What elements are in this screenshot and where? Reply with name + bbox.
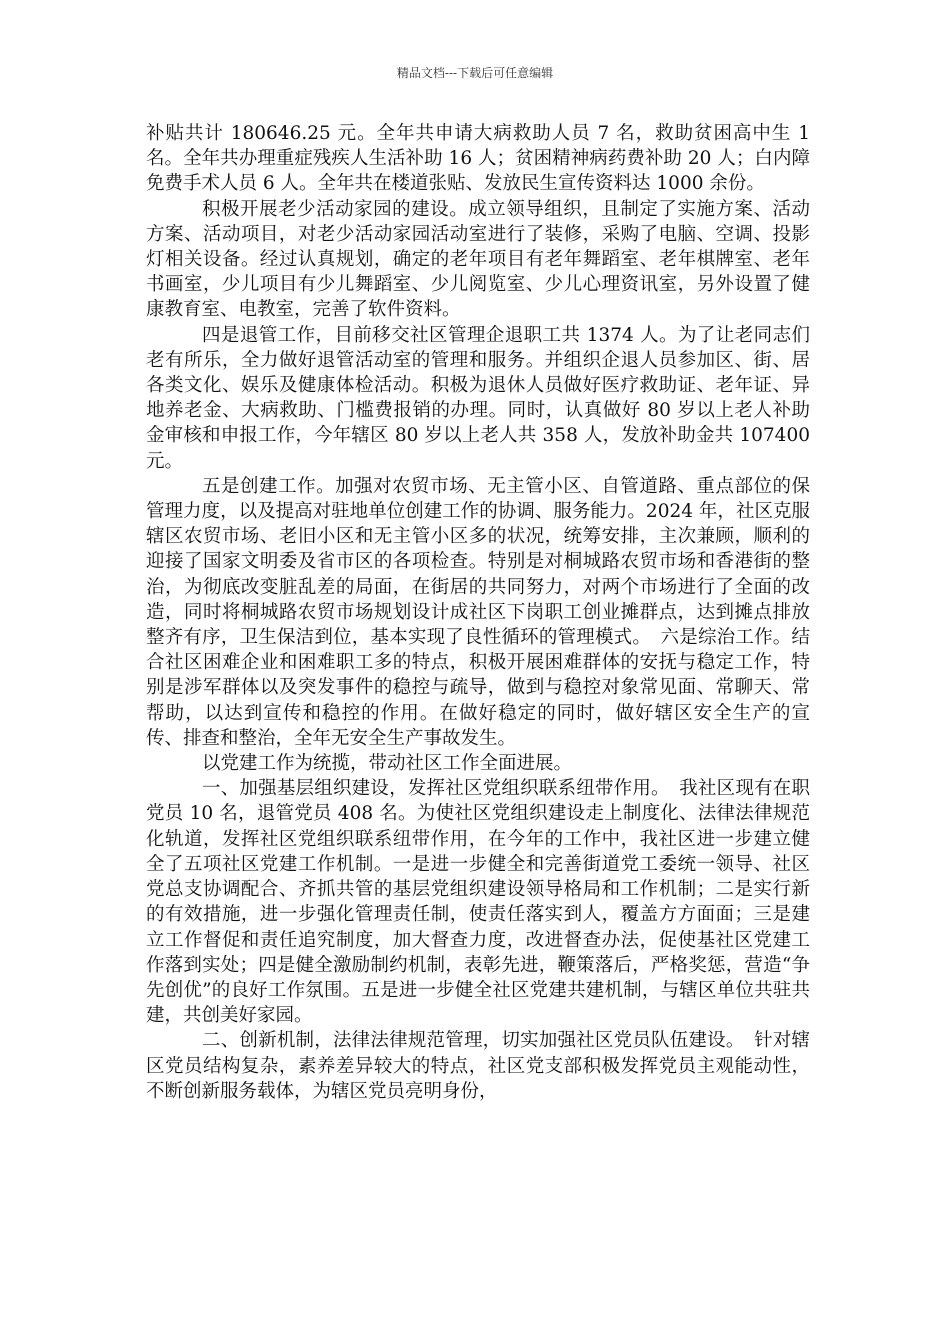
- document-body: [146, 121, 810, 1104]
- paragraph: 补贴共计 180646.25 元。全年共申请大病救助人员 7 名，救助贫困高中生 1 名。全年共办理重症残疾人生活补助 16 人；贫困精神病药费补助 20 人；白内障免费手术人员 6 人。全年共在楼道张贴、发放民生宣传资料达 1000 余份。: [146, 123, 810, 195]
- paragraph: 以党建工作为统揽，带动社区工作全面进展。: [202, 753, 573, 775]
- paragraph: 四是退管工作，目前移交社区管理企退职工共 1374 人。为了让老同志们老有所乐，全力做好退管活动室的管理和服务。并组织企退人员参加区、街、居各类文化、娱乐及健康体检活动。积极为退休人员做好医疗救助证、老年证、异地养老金、大病救助、门槛费报销的办理。同时，认真做好 80 岁以上老人补助金审核和申报工作，今年辖区 80 岁以上老人共 358 人，发放补助金共 107400 元。: [146, 324, 810, 472]
- paragraph: 五是创建工作。加强对农贸市场、无主管小区、自管道路、重点部位的保管理力度，以及提高对驻地单位创建工作的协调、服务能力。2024 年，社区克服辖区农贸市场、老旧小区和无主管小区多的状况，统筹安排，主次兼顾，顺利的迎接了国家文明委及省市区的各项检查。特别是对桐城路农贸市场和香港街的整治，为彻底改变脏乱差的局面，在街居的共同努力，对两个市场进行了全面的改造，同时将桐城路农贸市场规划设计成社区下岗职工创业摊群点，达到摊点排放整齐有序，卫生保洁到位，基本实现了良性循环的管理模式。 六是综治工作。结合社区困难企业和困难职工多的特点，积极开展困难群体的安抚与稳定工作，特别是涉军群体以及突发事件的稳控与疏导，做到与稳控对象常见面、常聊天、常帮助，以达到宣传和稳控的作用。在做好稳定的同时，做好辖区安全生产的宣传、排查和整治，全年无安全生产事故发生。: [146, 475, 810, 749]
- paragraph: 二、创新机制，法律法律规范管理，切实加强社区党员队伍建设。 针对辖区党员结构复杂，素养差异较大的特点，社区党支部积极发挥党员主观能动性，不断创新服务载体，为辖区党员亮明身份，: [146, 1030, 810, 1102]
- paragraph: 积极开展老少活动家园的建设。成立领导组织，且制定了实施方案、活动方案、活动项目，对老少活动家园活动室进行了装修，采购了电脑、空调、投影灯相关设备。经过认真规划，确定的老年项目有老年舞蹈室、老年棋牌室、老年书画室，少儿项目有少儿舞蹈室、少儿阅览室、少儿心理资讯室，另外设置了健康教育室、电教室，完善了软件资料。: [146, 198, 810, 321]
- paragraph: 一、加强基层组织建设，发挥社区党组织联系纽带作用。 我社区现有在职党员 10 名，退管党员 408 名。为使社区党组织建设走上制度化、法律法律规范化轨道，发挥社区党组织联系纽带作用，在今年的工作中，我社区进一步建立健全了五项社区党建工作机制。一是进一步健全和完善街道党工委统一领导、社区党总支协调配合、齐抓共管的基层党组织建设领导格局和工作机制；二是实行新的有效措施，进一步强化管理责任制，使责任落实到人，覆盖方方面面；三是建立工作督促和责任追究制度，加大督查力度，改进督查办法，促使基社区党建工作落到实处；四是健全激励制约机制，表彰先进，鞭策落后，严格奖惩，营造“争先创优”的良好工作氛围。五是进一步健全社区党建共建机制，与辖区单位共驻共建，共创美好家园。: [146, 778, 810, 1027]
- page-header: 精品文档---下载后可任意编辑: [396, 66, 554, 80]
